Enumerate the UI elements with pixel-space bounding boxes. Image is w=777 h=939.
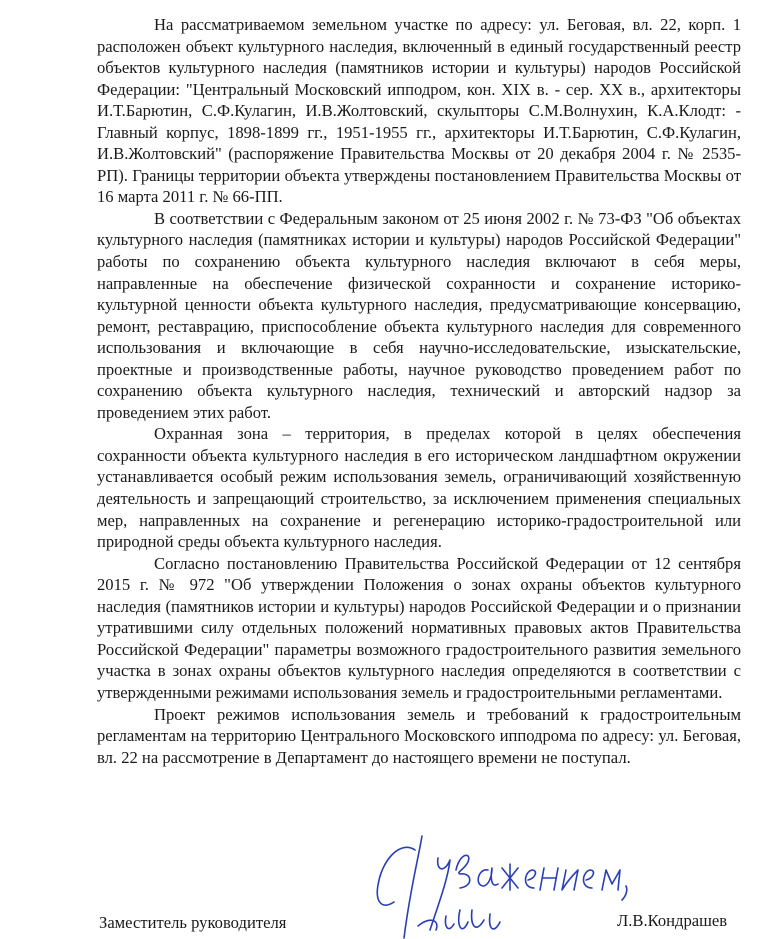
paragraph-government-decree: Согласно постановлению Правительства Российской Федерации от 12 сентября 2015 г. № 972 "Об утверждении Положения о зонах охраны объектов культурного наследия (памятников истории и культуры) народов Российской Федерации и о признании утратившими силу отдельных положений нормативных правовых актов Правительства Российской Федерации" параметры возможного градостроительного развития земельного участка в зонах охраны объектов культурного наследия определяются в соответствии с утвержденными режимами использования земель и градостроительными регламентами. [97,553,741,702]
letter-body [97,14,741,768]
paragraph-project-status: Проект режимов использования земель и требований к градостроительным регламентам на территорию Центрального Московского ипподрома по адресу: ул. Беговая, вл. 22 на рассмотрение в Департамент до настоящего времени не поступал. [97,704,741,767]
paragraph-federal-law: В соответствии с Федеральным законом от 25 июня 2002 г. № 73-ФЗ "Об объектах культурного наследия (памятниках истории и культуры) народов Российской Федерации" работы по сохранению объекта культурного наследия включают в себя меры, направленные на обеспечение физической сохранности и сохранение историко-культурной ценности объекта культурного наследия, предусматривающие консервацию, ремонт, реставрацию, приспособление объекта культурного наследия для современного использования и включающие в себя научно-исследовательские, изыскательские, проектные и производственные работы, научное руководство проведением работ по сохранению объекта культурного наследия, технический и авторский надзор за проведением этих работ. [97,208,741,422]
paragraph-heritage-object: На рассматриваемом земельном участке по адресу: ул. Беговая, вл. 22, корп. 1 расположен объект культурного наследия, включенный в единый государственный реестр объектов культурного наследия (памятников истории и культуры) народов Российской Федерации: "Центральный Московский ипподром, кон. XIX в. - сер. XX в., архитекторы И.Т.Барютин, С.Ф.Кулагин, И.В.Жолтовский, скульпторы С.М.Волнухин, К.А.Клодт: - Главный корпус, 1898-1899 гг., 1951-1955 гг., архитекторы И.Т.Барютин, С.Ф.Кулагин, И.В.Жолтовский" (распоряжение Правительства Москвы от 20 декабря 2004 г. № 2535-РП). Границы территории объекта утверждены постановлением Правительства Москвы от 16 марта 2011 г. № 66-ПП. [97,15,741,207]
signatory-name: Л.В.Кондрашев [617,911,728,930]
handwritten-closing [360,830,680,939]
paragraph-protection-zone: Охранная зона – территория, в пределах которой в целях обеспечения сохранности объекта культурного наследия в его историческом ландшафтном окружении устанавливается особый режим использования земель, ограничивающий хозяйственную деятельность и запрещающий строительство, за исключением применения специальных мер, направленных на сохранение и регенерацию историко-градостроительной или природной среды объекта культурного наследия. [97,424,741,552]
signatory-position: Заместитель руководителя [99,913,287,932]
